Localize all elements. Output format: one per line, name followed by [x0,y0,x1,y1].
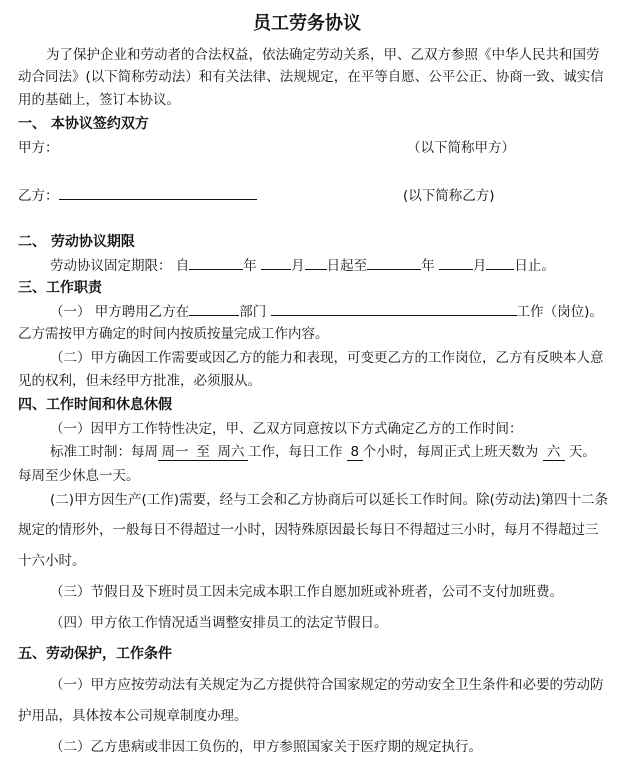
hours-line-2-cont: 每周至少休息一天。 [18,468,140,484]
document-title: 员工劳务协议 [253,13,361,34]
year-label: 年 [243,258,257,274]
party-a-note: （以下简称甲方） [407,140,515,156]
term-label: 劳动协议固定期限： 自 [50,258,190,274]
month-label: 月 [291,258,305,274]
weekday-to-word: 至 [192,444,214,461]
section-5-heading: 五、劳动保护，工作条件 [18,646,172,662]
section-4-heading: 四、工作时间和休息休假 [18,397,172,413]
hours-text: 工作，每日工作 [248,444,343,460]
position-label: 工作（岗位)。 [516,304,603,320]
duty-text: （一） 甲方聘用乙方在 [50,304,190,320]
start-year-blank[interactable] [189,269,243,270]
position-blank[interactable] [271,315,517,316]
duty-line-2-cont: 见的权利，但未经甲方批准，必须服从。 [18,373,261,389]
term-line [50,256,555,276]
party-b-label: 乙方： [18,188,59,204]
work-days[interactable]: 六 [543,444,565,461]
end-month-blank[interactable] [439,269,473,270]
preamble-line-2: 动合同法》(以下简称劳动法）和有关法律、法规规定，在平等自愿、公平公正、协商一致、诚实信 [18,69,604,85]
preamble-line-3: 用的基础上，签订本协议。 [18,92,180,108]
hours-line-3-cont-2: 十六小时。 [18,553,86,569]
weekday-from[interactable]: 周一 [158,444,192,461]
section-2-heading: 二、 劳动协议期限 [18,234,135,250]
start-month-blank[interactable] [261,269,291,270]
party-b-row [18,186,257,206]
hours-line-1: （一）因甲方工作特性决定，甲、乙双方同意按以下方式确定乙方的工作时间： [50,421,523,437]
hours-line-2 [50,442,596,462]
month-label: 月 [472,258,487,274]
duty-line-1 [50,302,603,322]
section-1-heading: 一、 本协议签约双方 [18,116,149,132]
hours-line-5: （四）甲方依工作情况适当调整安排员工的法定节假日。 [50,615,388,631]
duty-line-2: （二）甲方确因工作需要或因乙方的能力和表现，可变更乙方的工作岗位，乙方有反映本人意 [50,350,604,366]
hours-text: 标准工时制：每周 [50,444,158,460]
party-b-blank[interactable] [59,199,257,200]
protection-line-1-cont: 护用品，具体按本公司规章制度办理。 [18,708,248,724]
section-3-heading: 三、工作职责 [18,280,102,296]
end-label: 日止。 [514,258,555,274]
end-day-blank[interactable] [486,269,514,270]
party-a-label: 甲方： [18,140,59,156]
end-year-blank[interactable] [367,269,421,270]
from-label: 日起至 [326,258,368,274]
start-day-blank[interactable] [305,269,327,270]
daily-hours[interactable]: 8 [347,444,363,461]
protection-line-1: （一）甲方应按劳动法有关规定为乙方提供符合国家规定的劳动安全卫生条件和必要的劳动防 [50,677,604,693]
preamble-line-1: 为了保护企业和劳动者的合法权益，依法确定劳动关系，甲、乙双方参照《中华人民共和国劳 [46,47,600,63]
hours-text: 个小时，每周正式上班天数为 [362,444,539,460]
protection-line-2: （二）乙方患病或非因工负伤的，甲方参照国家关于医疗期的规定执行。 [50,739,482,755]
department-label: 部门 [239,304,267,320]
hours-line-4: （三）节假日及下班时员工因未完成本职工作自愿加班或补班者，公司不支付加班费。 [50,584,563,600]
hours-line-3: (二)甲方因生产(工作)需要，经与工会和乙方协商后可以延长工作时间。除(劳动法)第四十二条 [50,492,609,508]
weekday-to[interactable]: 周六 [214,444,248,461]
party-b-note: (以下简称乙方) [403,188,495,204]
duty-line-1-cont: 乙方需按甲方确定的时间内按质按量完成工作内容。 [18,326,329,342]
hours-text: 天。 [568,444,596,460]
year-label: 年 [421,258,435,274]
hours-line-3-cont-1: 规定的情形外，一般每日不得超过一小时，因特殊原因最长每日不得超过三小时，每月不得超过三 [18,522,599,538]
department-blank[interactable] [189,315,239,316]
